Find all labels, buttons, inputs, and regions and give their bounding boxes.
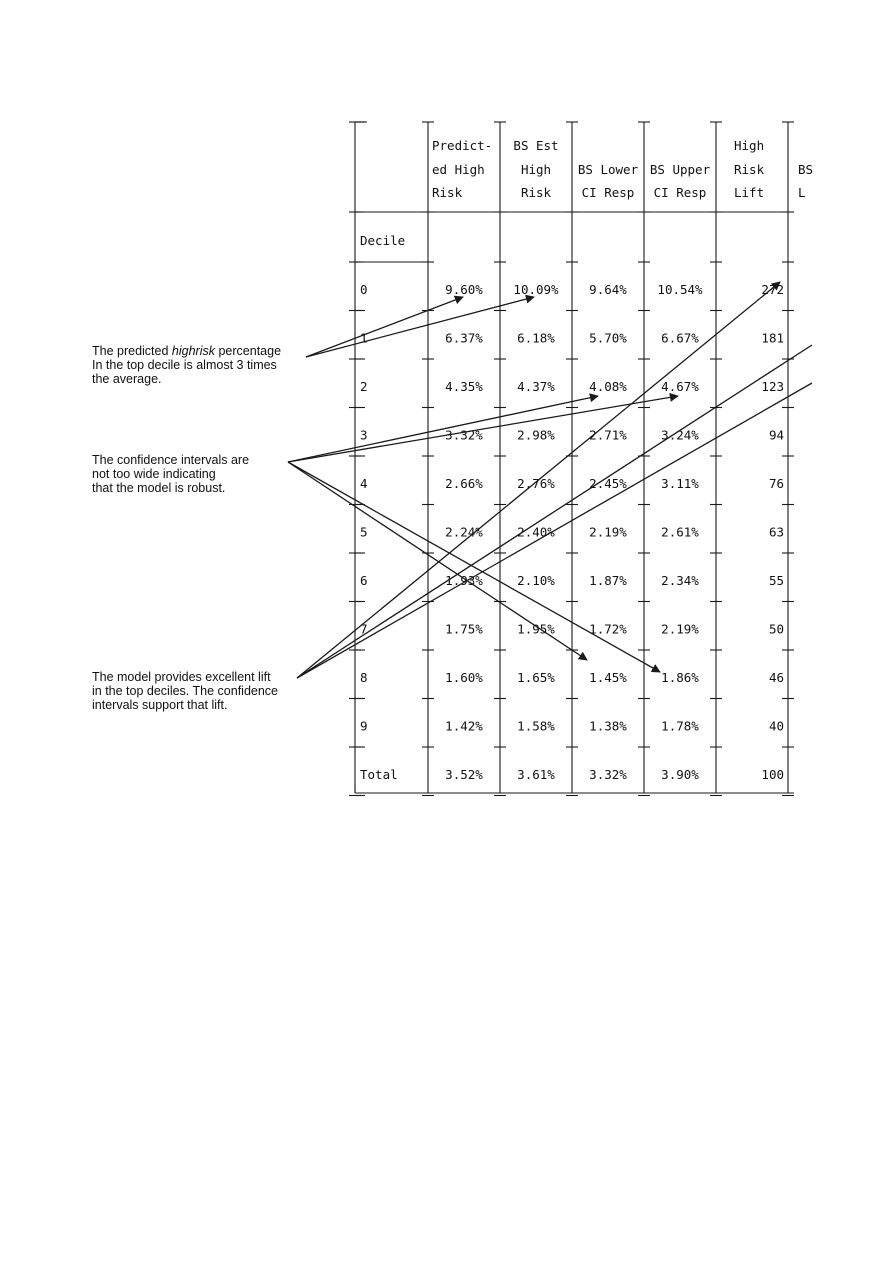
annotation-segment: The predicted bbox=[92, 344, 172, 358]
header-cell-text: CI Resp bbox=[653, 185, 707, 200]
annotation-segment: In the top decile is almost 3 times bbox=[92, 358, 277, 372]
row-pred: 1.42% bbox=[445, 718, 483, 734]
row-upper: 3.11% bbox=[661, 476, 699, 491]
header-cell-text: Risk bbox=[734, 162, 765, 177]
row-decile: 9 bbox=[360, 718, 368, 734]
row-decile: 4 bbox=[360, 476, 368, 491]
annotation-arrow bbox=[306, 297, 463, 357]
annotation-lift bbox=[92, 670, 278, 712]
row-bs-est: 2.98% bbox=[517, 427, 555, 443]
annotation-segment: in the top deciles. The confidence bbox=[92, 684, 279, 698]
row-lower: 4.08% bbox=[589, 379, 627, 394]
row-decile: 0 bbox=[360, 282, 368, 297]
row-decile: 8 bbox=[360, 670, 368, 685]
header-cell-text: BS Upper bbox=[649, 162, 711, 177]
row-bs-est: 4.37% bbox=[517, 379, 555, 394]
row-upper: 2.19% bbox=[661, 621, 699, 637]
row-upper: 6.67% bbox=[661, 330, 699, 346]
annotation-segment: that the model is robust. bbox=[92, 481, 226, 495]
annotation-arrow bbox=[288, 462, 660, 672]
row-pred: 3.32% bbox=[445, 427, 483, 443]
header-cell-text: Predict- bbox=[432, 138, 493, 153]
header-cell-text: ed High bbox=[432, 162, 485, 177]
row-pred: 9.60% bbox=[445, 282, 483, 297]
row-lower: 9.64% bbox=[589, 282, 627, 297]
header-cell-text: Risk bbox=[432, 185, 463, 200]
row-decile: 2 bbox=[360, 379, 368, 394]
row-lower: 5.70% bbox=[589, 330, 627, 346]
row-upper: 2.34% bbox=[661, 573, 699, 588]
row-pred: 1.93% bbox=[445, 573, 483, 588]
annotation-segment: The confidence intervals are bbox=[92, 453, 250, 467]
row-pred: 6.37% bbox=[445, 330, 483, 346]
row-bs-est: 3.61% bbox=[517, 767, 555, 782]
annotation-arrow bbox=[288, 462, 587, 660]
header-cell-text: BS Lower bbox=[577, 162, 639, 177]
row-bs-est: 2.76% bbox=[517, 476, 555, 491]
row-lower: 2.19% bbox=[589, 524, 627, 540]
annotation-segment: percentage bbox=[215, 344, 282, 358]
header-cell-text: High bbox=[520, 162, 552, 177]
row-bs-est: 1.58% bbox=[517, 718, 555, 734]
row-lift: 50 bbox=[768, 621, 784, 637]
row-upper: 10.54% bbox=[657, 282, 703, 297]
row-bs-est: 1.95% bbox=[517, 621, 555, 637]
row-lower: 1.45% bbox=[589, 670, 627, 685]
row-bs-est: 1.65% bbox=[517, 670, 555, 685]
row-upper: 1.86% bbox=[661, 670, 699, 685]
annotation-segment: the average. bbox=[92, 372, 162, 386]
row-bs-est: 6.18% bbox=[517, 330, 555, 346]
annotation-segment: The model provides excellent lift bbox=[92, 670, 271, 684]
row-upper: 3.24% bbox=[661, 427, 699, 443]
row-bs-est: 10.09% bbox=[513, 282, 559, 297]
annotation-confidence bbox=[92, 453, 249, 495]
header-cell-text: L bbox=[798, 185, 806, 200]
annotation-texts bbox=[92, 344, 281, 712]
row-lower: 2.71% bbox=[589, 427, 627, 443]
header-cell-text: Lift bbox=[734, 185, 765, 200]
row-lift: 55 bbox=[768, 573, 784, 588]
header-cell-text: Risk bbox=[520, 185, 552, 200]
row-lift: 181 bbox=[761, 330, 784, 346]
annotation-segment: intervals support that lift. bbox=[92, 698, 228, 712]
row-bs-est: 2.10% bbox=[517, 573, 555, 588]
row-lower: 2.45% bbox=[589, 476, 627, 491]
row-pred: 3.52% bbox=[445, 767, 483, 782]
row-upper: 1.78% bbox=[661, 718, 699, 734]
row-lift: 94 bbox=[768, 427, 784, 443]
header-cell-text: CI Resp bbox=[581, 185, 635, 200]
row-pred: 2.24% bbox=[445, 524, 483, 540]
header-cell-text: BS bbox=[798, 162, 814, 177]
row-lift: 46 bbox=[768, 670, 784, 685]
annotation-segment: not too wide indicating bbox=[92, 467, 216, 481]
row-upper: 4.67% bbox=[661, 379, 699, 394]
row-decile: 3 bbox=[360, 427, 368, 443]
row-decile: 5 bbox=[360, 524, 368, 540]
row-lower: 1.38% bbox=[589, 718, 627, 734]
row-lift: 76 bbox=[768, 476, 784, 491]
row-bs-est: 2.40% bbox=[517, 524, 555, 540]
row-decile: 1 bbox=[360, 330, 368, 346]
row-lift: 100 bbox=[761, 767, 784, 782]
row-upper: 3.90% bbox=[661, 767, 699, 782]
header-cell-text: High bbox=[734, 138, 765, 153]
row-lower: 3.32% bbox=[589, 767, 627, 782]
row-lift: 123 bbox=[761, 379, 784, 394]
table-grid bbox=[349, 122, 794, 796]
row-pred: 1.60% bbox=[445, 670, 483, 685]
row-lift: 272 bbox=[761, 282, 784, 297]
annotation-highrisk bbox=[92, 344, 281, 386]
row-lift: 40 bbox=[768, 718, 784, 734]
annotation-segment: highrisk bbox=[171, 344, 215, 358]
decile-label: Decile bbox=[360, 233, 406, 248]
header-cell-text: BS Est bbox=[513, 138, 559, 153]
row-decile: 7 bbox=[360, 621, 368, 637]
row-lower: 1.72% bbox=[589, 621, 627, 637]
row-lower: 1.87% bbox=[589, 573, 627, 588]
row-upper: 2.61% bbox=[661, 524, 699, 540]
row-pred: 1.75% bbox=[445, 621, 483, 637]
row-pred: 2.66% bbox=[445, 476, 483, 491]
row-lift: 63 bbox=[768, 524, 784, 540]
row-decile: Total bbox=[360, 767, 398, 782]
row-decile: 6 bbox=[360, 573, 368, 588]
row-pred: 4.35% bbox=[445, 379, 483, 394]
